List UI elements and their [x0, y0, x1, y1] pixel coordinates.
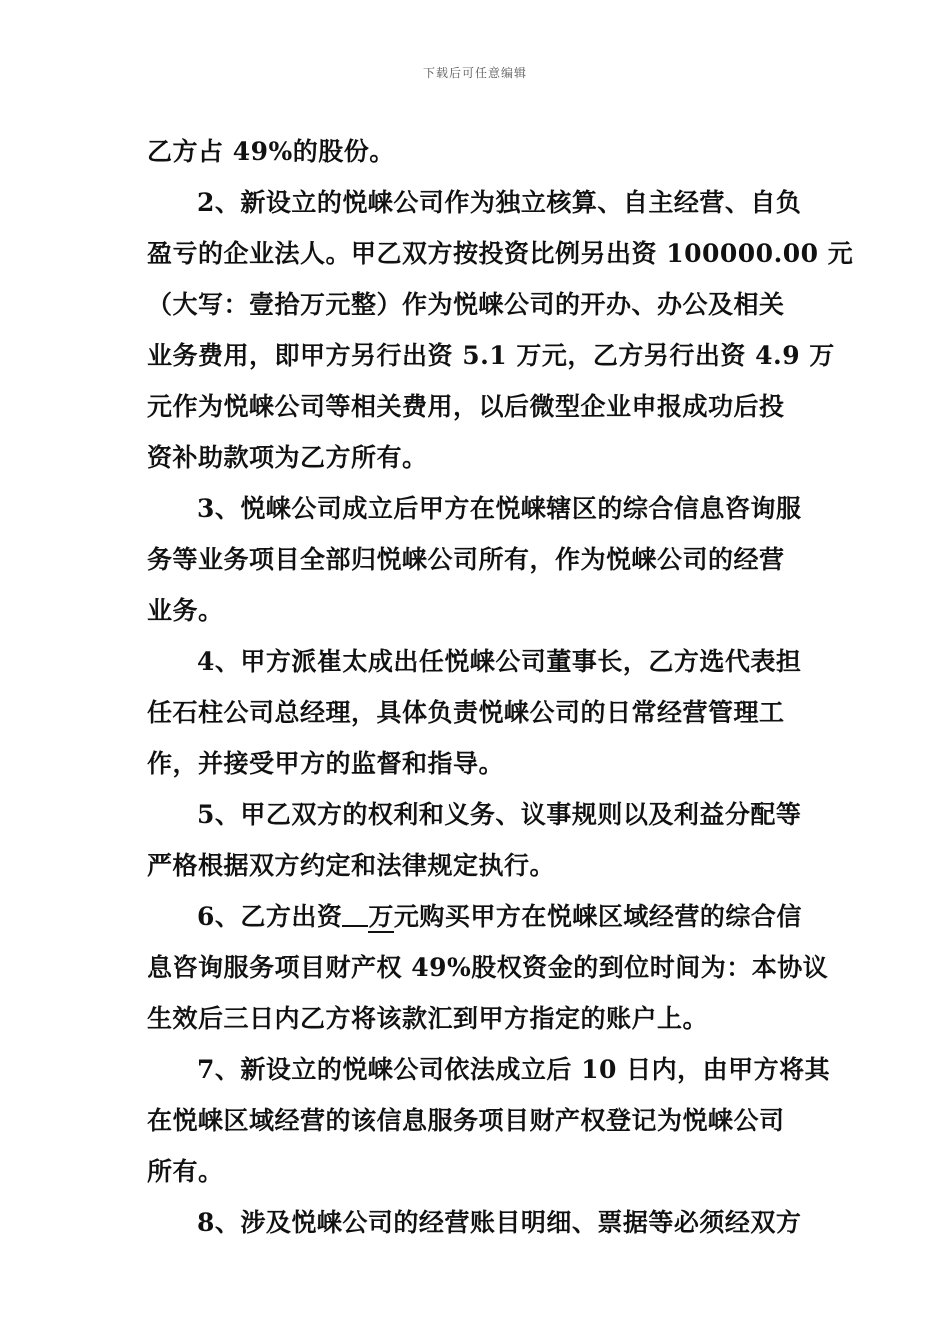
text-line: 资补助款项为乙方所有。 — [147, 443, 428, 472]
blank-amount-field — [342, 901, 368, 927]
text-line: 盈亏的企业法人。甲乙双方按投资比例另出资 100000.00 元 — [147, 239, 854, 268]
clause-3-start: 3、悦崃公司成立后甲方在悦崃辖区的综合信息咨询服 — [197, 494, 802, 523]
underlined-unit: 万 — [368, 902, 394, 931]
text-line: 务等业务项目全部归悦崃公司所有，作为悦崃公司的经营 — [147, 545, 785, 574]
text-line: 元作为悦崃公司等相关费用，以后微型企业申报成功后投 — [147, 392, 785, 421]
text-line: 乙方占 49%的股份。 — [147, 137, 395, 166]
page-header: 下载后可任意编辑 — [422, 66, 527, 80]
clause-7-start: 7、新设立的悦崃公司依法成立后 10 日内，由甲方将其 — [197, 1055, 831, 1084]
clause-2-start: 2、新设立的悦崃公司作为独立核算、自主经营、自负 — [197, 188, 802, 217]
text-line: 所有。 — [147, 1157, 224, 1186]
clause-4-start: 4、甲方派崔太成出任悦崃公司董事长，乙方选代表担 — [197, 647, 802, 676]
text-line: 作，并接受甲方的监督和指导。 — [147, 749, 505, 778]
text-line: 生效后三日内乙方将该款汇到甲方指定的账户上。 — [147, 1004, 709, 1033]
clause-6-start — [147, 891, 807, 942]
clause-6-pre: 6、乙方出资 — [197, 902, 343, 931]
clause-6-post: 元购买甲方在悦崃区域经营的综合信 — [393, 902, 802, 931]
text-line: 业务费用，即甲方另行出资 5.1 万元，乙方另行出资 4.9 万 — [147, 341, 835, 370]
text-line: 严格根据双方约定和法律规定执行。 — [147, 851, 556, 880]
clause-5-start: 5、甲乙双方的权利和义务、议事规则以及利益分配等 — [197, 800, 802, 829]
clause-8-start: 8、涉及悦崃公司的经营账目明细、票据等必须经双方 — [197, 1208, 802, 1237]
text-line: 任石柱公司总经理，具体负责悦崃公司的日常经营管理工 — [147, 698, 785, 727]
text-line: （大写：壹拾万元整）作为悦崃公司的开办、办公及相关 — [147, 290, 785, 319]
text-line: 在悦崃区域经营的该信息服务项目财产权登记为悦崃公司 — [147, 1106, 785, 1135]
text-line: 息咨询服务项目财产权 49%股权资金的到位时间为：本协议 — [147, 953, 829, 982]
text-line: 业务。 — [147, 596, 224, 625]
document-body — [147, 126, 854, 1248]
